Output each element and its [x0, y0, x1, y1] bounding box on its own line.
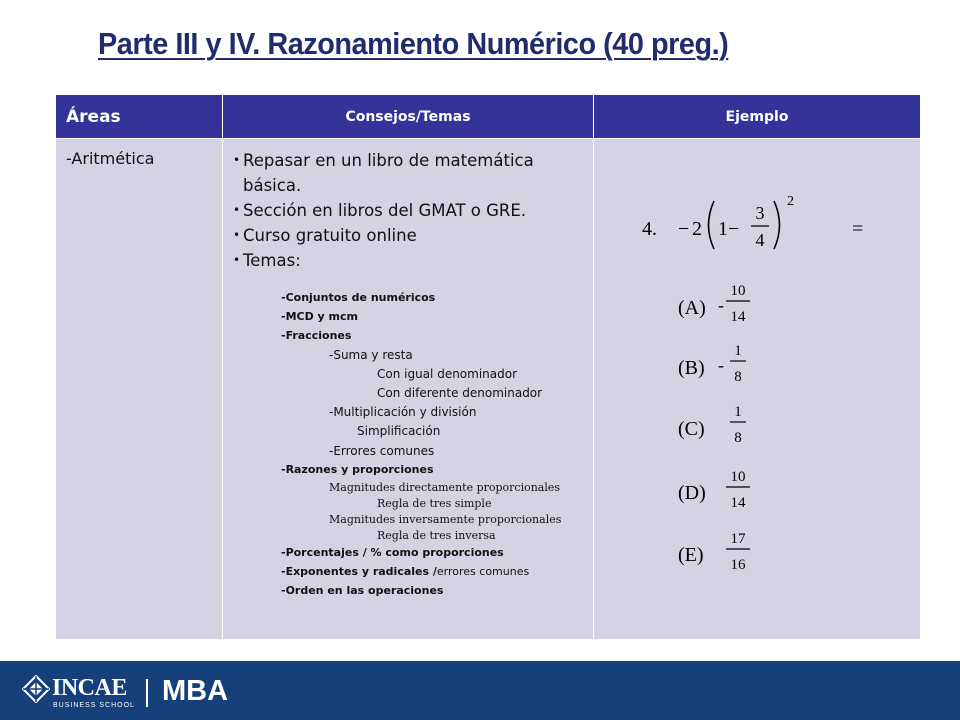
option-numerator: 1 [734, 343, 742, 359]
tip-item: • Repasar en un libro de matemática básica. [233, 148, 588, 198]
left-paren [709, 201, 715, 249]
topic-item: Magnitudes inversamente proporcionales [329, 513, 562, 526]
question-number: 4. [642, 218, 657, 240]
ejemplo-cell [594, 139, 920, 639]
tip-item: • Curso gratuito online [233, 223, 588, 248]
header-consejos: Consejos/Temas [223, 95, 593, 138]
fraction-denominator: 4 [755, 230, 765, 250]
topic-item: -MCD y mcm [281, 310, 358, 323]
consejos-cell [223, 139, 593, 639]
option-label: (B) [678, 357, 705, 379]
topic-item: -Orden en las operaciones [281, 584, 444, 597]
option-label: (C) [678, 418, 705, 440]
topic-item: -Suma y resta [329, 348, 413, 362]
program-name: MBA [162, 675, 229, 707]
tips-list [233, 148, 588, 273]
minus-sign: − [678, 218, 690, 240]
area-cell [56, 139, 222, 639]
topic-item: Con diferente denominador [377, 386, 543, 400]
topic-item: Regla de tres simple [377, 497, 492, 510]
option-a [678, 283, 750, 325]
topic-item: -Porcentajes / % como proporciones [281, 546, 504, 559]
option-b [678, 343, 746, 385]
option-denominator: 14 [730, 495, 746, 511]
topic-item: -Errores comunes [329, 444, 435, 458]
brand-subtitle: BUSINESS SCHOOL [53, 702, 135, 709]
topic-item: Magnitudes directamente proporcionales [329, 481, 561, 494]
minus-sign-2: − [728, 218, 740, 240]
footer-bar [0, 661, 960, 720]
option-denominator: 8 [734, 369, 742, 385]
option-c [678, 404, 746, 446]
option-denominator: 14 [730, 309, 746, 325]
option-numerator: 1 [734, 404, 742, 420]
header-areas: Áreas [56, 95, 222, 138]
term-one: 1 [718, 218, 728, 240]
topic-item: Regla de tres inversa [377, 529, 496, 542]
option-sign: - [718, 295, 724, 315]
option-label: (E) [678, 544, 704, 566]
topic-item: Simplificación [357, 424, 441, 438]
slide-title: Parte III y IV. Razonamiento Numérico (40 preg.) [98, 26, 729, 61]
option-sign: - [718, 355, 724, 375]
content-table [56, 95, 920, 639]
option-numerator: 10 [730, 469, 746, 485]
header-ejemplo: Ejemplo [594, 95, 920, 138]
topic-item: Con igual denominador [377, 367, 518, 381]
topic-item: -Fracciones [281, 329, 352, 342]
topic-item: -Multiplicación y división [329, 405, 477, 419]
coefficient: 2 [692, 218, 702, 240]
option-e [678, 531, 750, 573]
option-denominator: 16 [730, 557, 746, 573]
fraction-numerator: 3 [755, 203, 765, 223]
right-paren [774, 201, 780, 249]
area-label: -Aritmética [66, 149, 155, 168]
math-example [594, 139, 920, 639]
option-d [678, 469, 750, 511]
incae-logo-icon [22, 675, 50, 703]
tip-item: • Sección en libros del GMAT o GRE. [233, 198, 588, 223]
option-numerator: 10 [730, 283, 746, 299]
option-numerator: 17 [730, 531, 746, 547]
footer-divider [146, 679, 148, 707]
tip-item: • Temas: [233, 248, 588, 273]
equals-sign: = [852, 218, 864, 240]
exponent: 2 [787, 194, 794, 209]
topic-item: -Conjuntos de numéricos [281, 291, 436, 304]
topic-item: -Razones y proporciones [281, 463, 434, 476]
option-denominator: 8 [734, 430, 742, 446]
option-label: (A) [678, 297, 706, 319]
brand-name: INCAE [52, 675, 127, 701]
option-label: (D) [678, 482, 706, 504]
topic-item: -Exponentes y radicales /errores comunes [281, 565, 530, 578]
